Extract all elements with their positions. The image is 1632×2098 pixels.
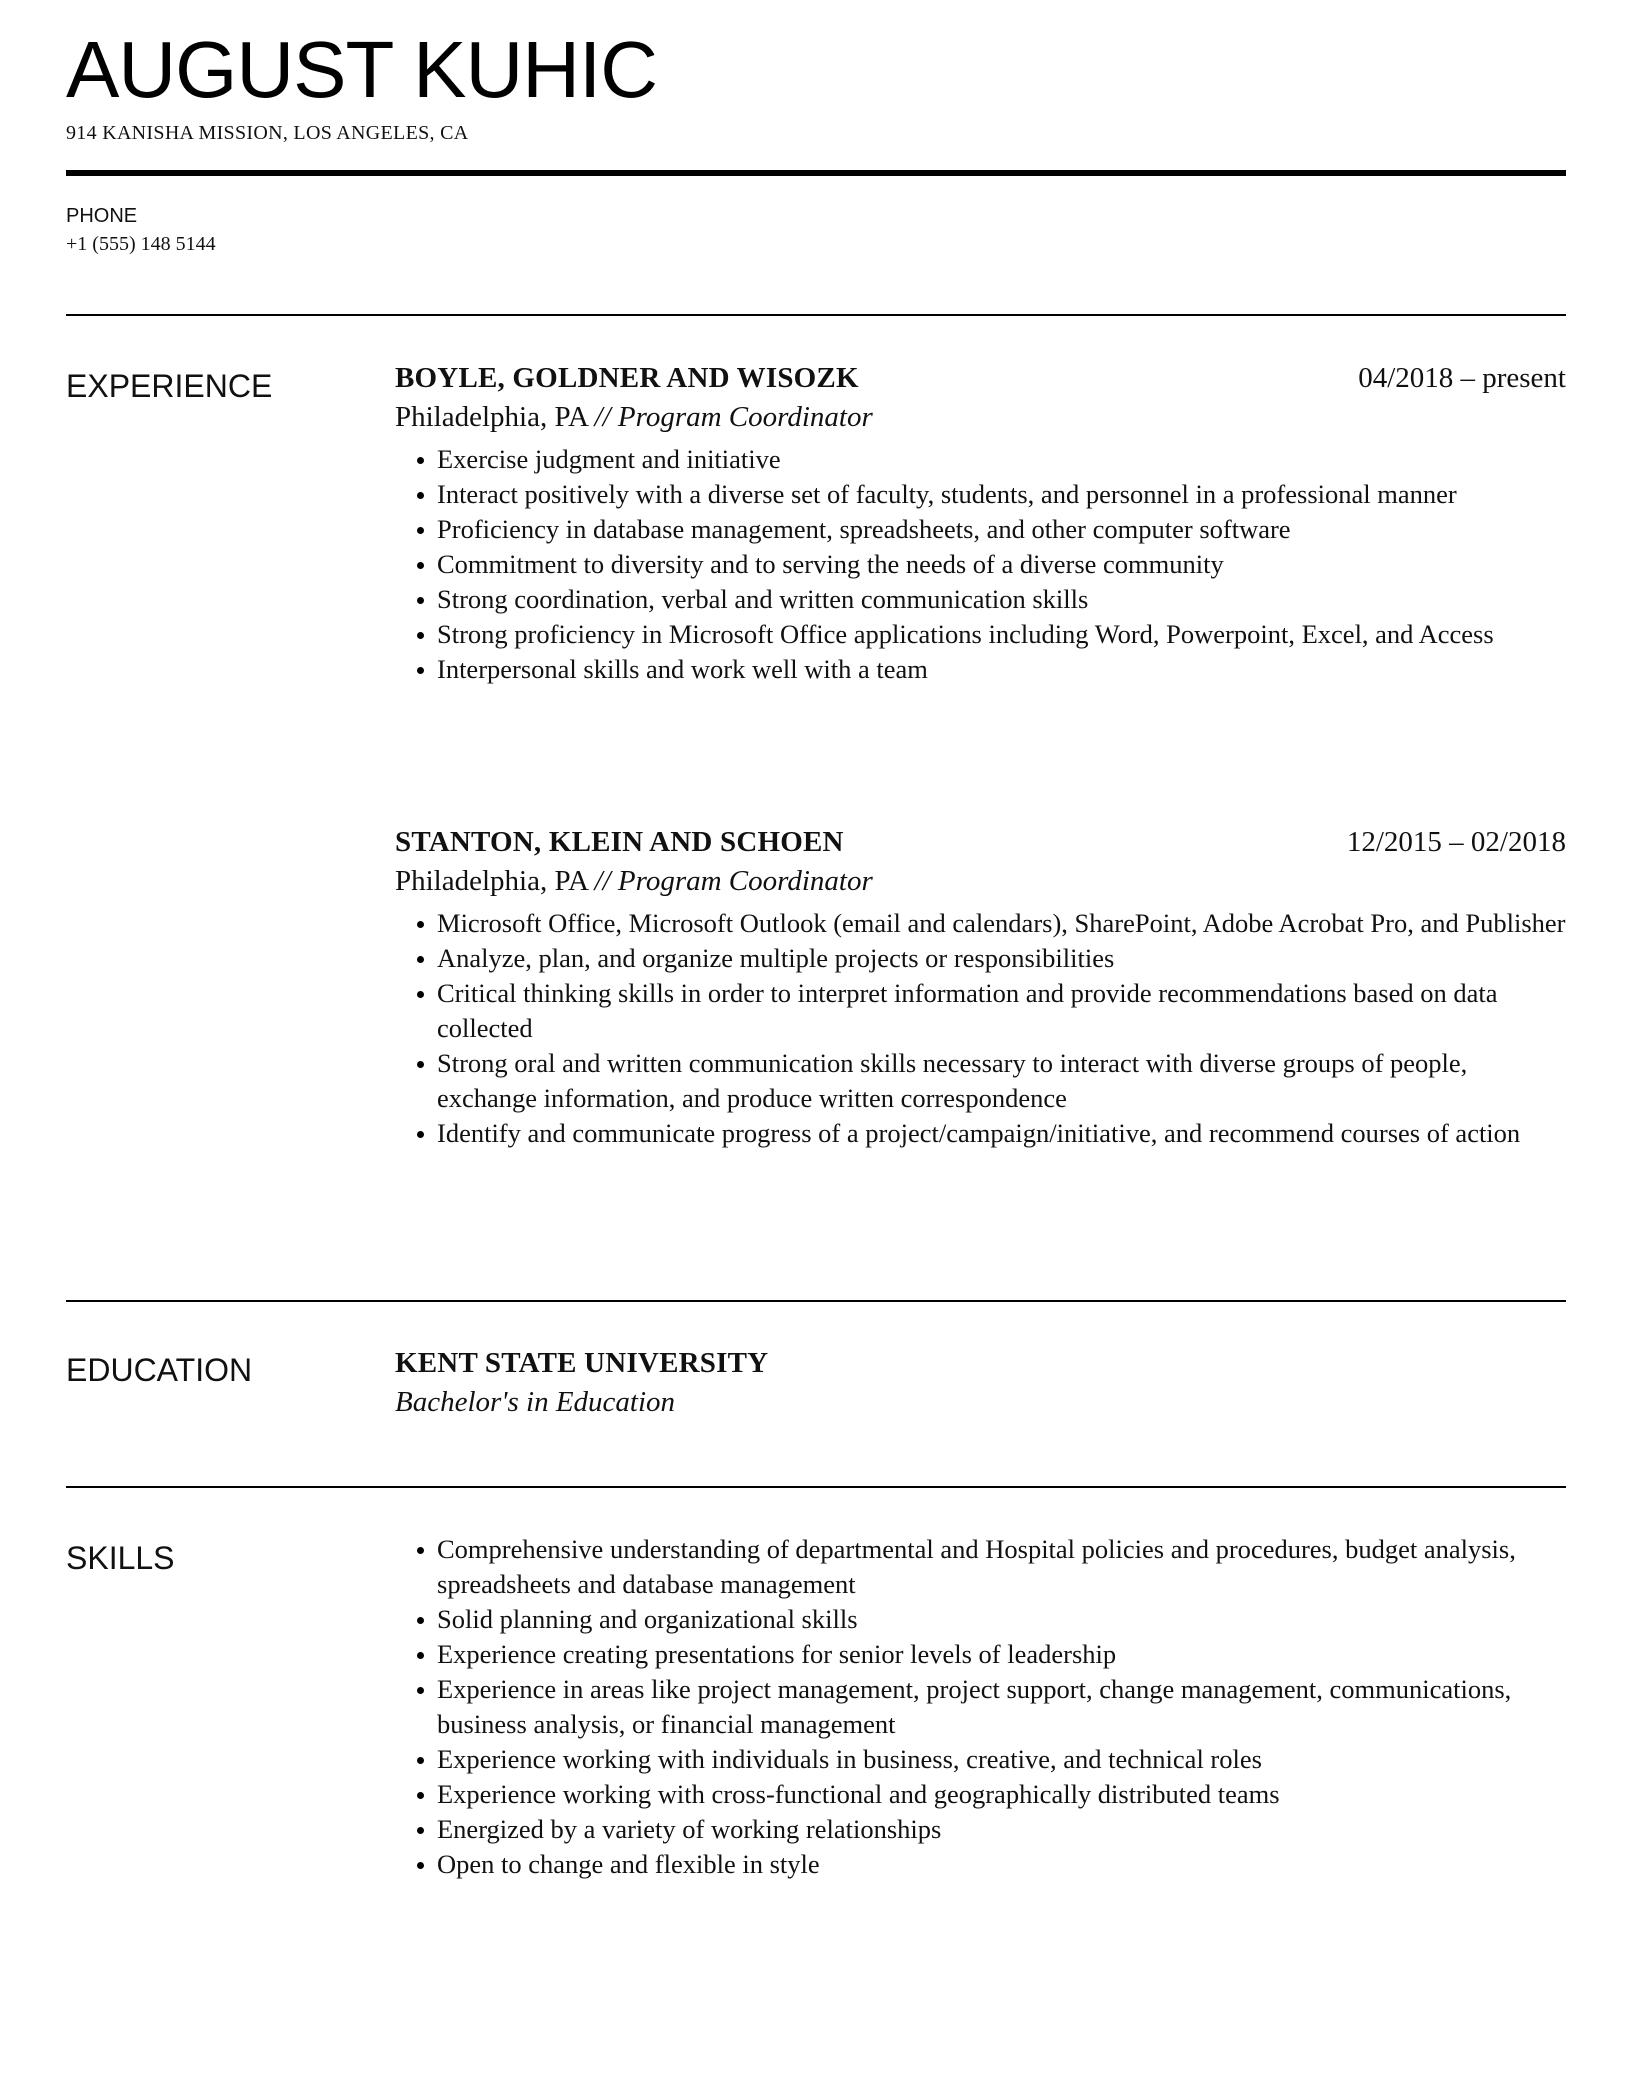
job-subline: [395, 401, 1566, 434]
list-item: Proficiency in database management, spreadsheets, and other computer software: [417, 512, 1566, 547]
list-item: Experience creating presentations for senior levels of leadership: [417, 1637, 1566, 1672]
list-item: Identify and communicate progress of a project/campaign/initiative, and recommend courses of action: [417, 1116, 1566, 1151]
job-header: [395, 362, 1566, 395]
job-dates: 04/2018 – present: [1358, 362, 1566, 394]
employer-name: BOYLE, GOLDNER AND WISOZK: [395, 362, 859, 394]
list-item: Experience working with cross-functional and geographically distributed teams: [417, 1777, 1566, 1812]
skills-list: [395, 1532, 1566, 1882]
list-item: Critical thinking skills in order to interpret information and provide recommendations based on data collected: [417, 976, 1566, 1046]
list-item: Experience working with individuals in business, creative, and technical roles: [417, 1742, 1566, 1777]
section-divider: [66, 314, 1566, 316]
list-item: Microsoft Office, Microsoft Outlook (email and calendars), SharePoint, Adobe Acrobat Pro, and Publisher: [417, 906, 1566, 941]
list-item: Strong proficiency in Microsoft Office applications including Word, Powerpoint, Excel, and Access: [417, 617, 1566, 652]
list-item: Strong coordination, verbal and written communication skills: [417, 582, 1566, 617]
list-item: Experience in areas like project management, project support, change management, communications, business analysis, or financial management: [417, 1672, 1566, 1742]
job-location: Philadelphia, PA: [395, 401, 588, 433]
education-entry: [395, 1347, 1566, 1419]
degree-name: Bachelor's in Education: [395, 1386, 676, 1418]
job-role: Program Coordinator: [617, 401, 873, 433]
section-divider: [66, 1300, 1566, 1302]
section-divider: [66, 1486, 1566, 1488]
phone-value: +1 (555) 148 5144: [66, 233, 216, 255]
education-heading: EDUCATION: [66, 1352, 253, 1388]
job-location: Philadelphia, PA: [395, 865, 588, 897]
list-item: Comprehensive understanding of departmental and Hospital policies and procedures, budget analysis, spreadsheets and database management: [417, 1532, 1566, 1602]
list-item: Analyze, plan, and organize multiple projects or responsibilities: [417, 941, 1566, 976]
candidate-name: AUGUST KUHIC: [66, 25, 658, 114]
job-bullets: [395, 906, 1566, 1151]
experience-heading: EXPERIENCE: [66, 368, 273, 404]
candidate-address: 914 KANISHA MISSION, LOS ANGELES, CA: [66, 122, 469, 144]
list-item: Open to change and flexible in style: [417, 1847, 1566, 1882]
list-item: Energized by a variety of working relationships: [417, 1812, 1566, 1847]
job-entry: [395, 826, 1566, 1151]
job-header: [395, 826, 1566, 859]
list-item: Commitment to diversity and to serving the needs of a diverse community: [417, 547, 1566, 582]
list-item: Exercise judgment and initiative: [417, 442, 1566, 477]
job-entry: [395, 362, 1566, 687]
job-separator: //: [594, 865, 611, 897]
list-item: Interact positively with a diverse set of faculty, students, and personnel in a professional manner: [417, 477, 1566, 512]
list-item: Strong oral and written communication skills necessary to interact with diverse groups of people, exchange information, and produce written correspondence: [417, 1046, 1566, 1116]
job-dates: 12/2015 – 02/2018: [1346, 826, 1566, 858]
header-divider: [66, 170, 1566, 176]
list-item: Solid planning and organizational skills: [417, 1602, 1566, 1637]
list-item: Interpersonal skills and work well with a team: [417, 652, 1566, 687]
job-subline: [395, 865, 1566, 898]
phone-label: PHONE: [66, 205, 138, 227]
skills-entry: [395, 1532, 1566, 1882]
skills-heading: SKILLS: [66, 1540, 175, 1576]
job-role: Program Coordinator: [617, 865, 873, 897]
employer-name: STANTON, KLEIN AND SCHOEN: [395, 826, 844, 858]
job-bullets: [395, 442, 1566, 687]
school-name: KENT STATE UNIVERSITY: [395, 1347, 769, 1379]
job-separator: //: [594, 401, 611, 433]
